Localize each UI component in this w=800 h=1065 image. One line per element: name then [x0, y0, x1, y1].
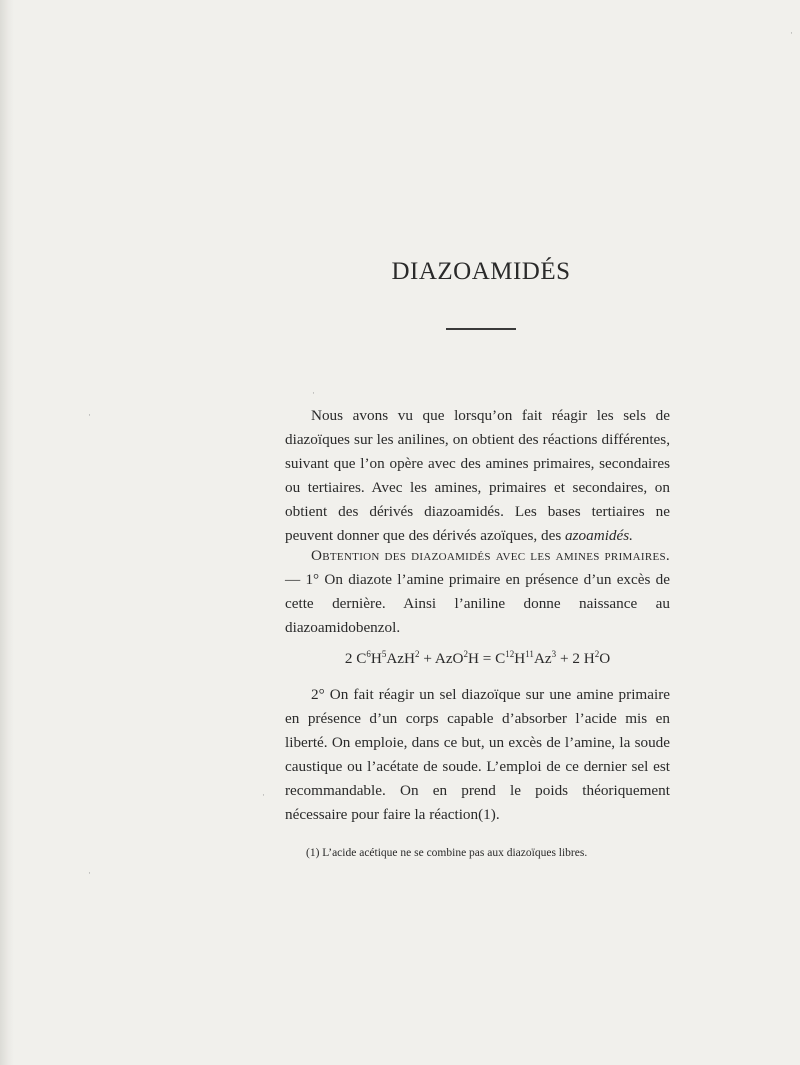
scan-speck: · [88, 868, 91, 878]
title-rule [446, 328, 516, 330]
footnote-reference: (1). [478, 806, 500, 823]
heading-dash: — [285, 571, 301, 588]
method-1-text: 1° On diazote l’amine primaire en présence d’un excès de cette dernière. Ainsi l’aniline donne naissance au diazoamidobenzol. [285, 571, 671, 636]
paragraph-intro [285, 404, 670, 548]
scan-speck: · [262, 790, 265, 800]
scan-speck: · [88, 410, 91, 420]
method-2-text: 2° On fait réagir un sel diazoïque sur une amine primaire en présence d’un corps capable d’absorber l’acide mis en liberté. On emploie, dans ce but, un excès de l’amine, la soude caustique ou l’acétate de soude. L’emploi de ce dernier sel est recommandable. On en prend le poids théoriquement nécessaire pour faire la réaction [285, 686, 670, 823]
paragraph-intro-text: Nous avons vu que lorsqu’on fait réagir les sels de diazoïques sur les anilines, on obtient des réactions différentes, suivant que l’on opère avec des amines primaires, secondaires ou tertiaires. Avec les amines, primaires et secondaires, on obtient des dérivés diazoamidés. Les bases tertiaires ne peuvent donner que des dérivés azoïques, des [285, 407, 670, 544]
page-title: DIAZOAMIDÉS [391, 258, 571, 285]
azoamides-term: azoamidés. [565, 527, 633, 544]
paragraph-method-2 [285, 683, 670, 827]
scan-speck: · [790, 28, 793, 38]
footnote: (1) L’acide acétique ne se combine pas aux diazoïques libres. [306, 847, 588, 859]
paragraph-method-1 [285, 544, 670, 640]
page-edge [0, 0, 14, 1065]
scan-speck: · [312, 388, 315, 398]
section-heading: Obtention des diazoamidés avec les amines primaires. [311, 547, 670, 564]
chemical-equation: 2 $C^6H^5AzH^2 + AzO^2H = C^{12}H^{11}Az^3 + 2$ $H^2O$ [344, 648, 611, 667]
